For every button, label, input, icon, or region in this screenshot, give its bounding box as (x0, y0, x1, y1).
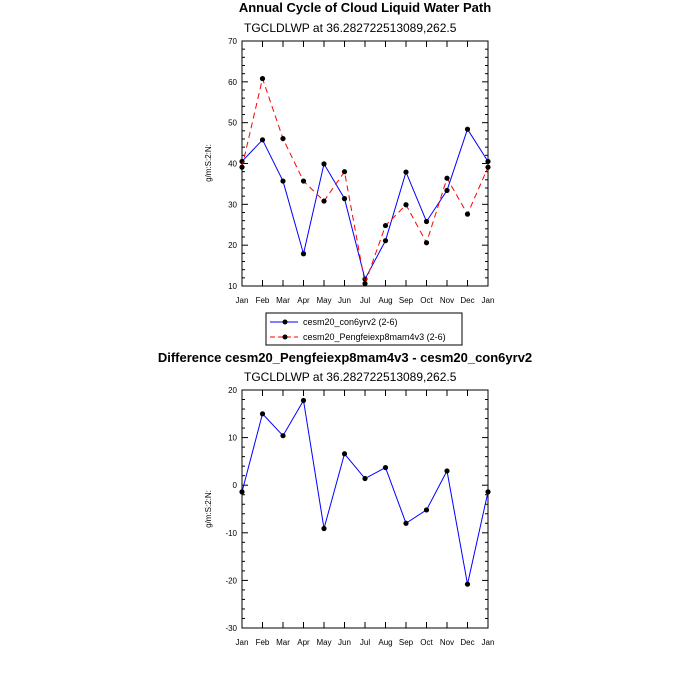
x-tick-label: Sep (398, 296, 414, 305)
y-tick-label: 10 (228, 282, 237, 291)
x-tick-label: Mar (276, 638, 290, 647)
y-tick-label: 60 (228, 77, 237, 87)
x-tick-label: Nov (439, 296, 455, 305)
x-tick-label: May (316, 296, 332, 305)
data-point (321, 161, 326, 166)
data-point (362, 281, 367, 286)
data-point (383, 465, 388, 470)
data-point (362, 476, 367, 481)
legend-marker-2 (283, 335, 288, 340)
series-line-2 (242, 79, 488, 284)
y-tick-label: 70 (228, 37, 237, 46)
x-tick-label: Jun (338, 638, 351, 647)
y-tick-label: -20 (225, 576, 237, 586)
data-point (342, 169, 347, 174)
data-point (321, 526, 326, 531)
data-point (485, 489, 490, 494)
chart-title: Difference cesm20_Pengfeiexp8mam4v3 - cesm20_con6yrv2 (157, 350, 533, 365)
x-tick-label: Apr (297, 296, 310, 305)
x-tick-label: May (316, 638, 332, 647)
data-point (444, 188, 449, 193)
data-point (465, 127, 470, 132)
plot-frame (242, 41, 488, 286)
x-tick-label: Dec (460, 638, 475, 647)
data-point (260, 76, 265, 81)
x-tick-label: Nov (439, 638, 455, 647)
data-point (403, 169, 408, 174)
series-line-1 (242, 400, 488, 584)
y-tick-label: 50 (228, 118, 237, 128)
data-point (239, 489, 244, 494)
plot-frame (242, 390, 488, 628)
x-tick-label: Jul (359, 296, 371, 305)
x-tick-label: Feb (255, 638, 270, 647)
plot-area (225, 386, 494, 647)
data-point (239, 165, 244, 170)
x-tick-label: Jan (481, 296, 495, 305)
x-tick-label: Oct (420, 638, 433, 647)
difference-chart (158, 350, 532, 647)
data-point (424, 240, 429, 245)
x-tick-label: Jan (235, 638, 249, 647)
y-tick-label: 40 (228, 159, 237, 169)
data-point (383, 238, 388, 243)
y-tick-label: -30 (225, 624, 237, 633)
x-tick-label: Jun (338, 296, 351, 305)
y-axis-label: g/m:S:2:N: (204, 144, 213, 182)
y-axis-label: g/m:S:2:N: (204, 490, 213, 528)
y-tick-label: 30 (228, 200, 237, 210)
legend-entry-2 (270, 332, 446, 342)
legend-marker-1 (283, 320, 288, 325)
x-tick-label: Dec (460, 296, 475, 305)
data-point (485, 165, 490, 170)
data-point (424, 507, 429, 512)
data-point (301, 251, 306, 256)
data-point (485, 159, 490, 164)
legend (266, 313, 462, 345)
chart-subtitle: TGCLDLWP at 36.282722513089,262.5 (244, 21, 457, 35)
y-tick-label: -10 (225, 528, 237, 538)
x-tick-label: Jan (235, 296, 249, 305)
data-point (260, 137, 265, 142)
x-tick-label: Aug (378, 638, 393, 647)
x-tick-label: Aug (378, 296, 393, 305)
y-tick-label: 0 (232, 481, 237, 491)
legend-label-2: cesm20_Pengfeiexp8mam4v3 (2-6) (303, 332, 446, 342)
data-point (301, 178, 306, 183)
data-point (280, 433, 285, 438)
plot-area (228, 37, 494, 305)
x-tick-label: Jan (481, 638, 495, 647)
legend-entry-1 (270, 317, 398, 327)
data-point (444, 468, 449, 473)
y-tick-label: 20 (228, 386, 237, 395)
data-point (342, 196, 347, 201)
data-point (321, 198, 326, 203)
data-point (383, 223, 388, 228)
data-point (260, 411, 265, 416)
data-point (403, 521, 408, 526)
x-tick-label: Oct (420, 296, 433, 305)
x-tick-label: Mar (276, 296, 290, 305)
annual-cycle-chart (204, 0, 494, 305)
data-point (465, 582, 470, 587)
x-tick-label: Apr (297, 638, 310, 647)
data-point (280, 178, 285, 183)
data-point (280, 136, 285, 141)
legend-label-1: cesm20_con6yrv2 (2-6) (303, 317, 398, 327)
x-tick-label: Sep (398, 638, 414, 647)
y-tick-label: 10 (228, 433, 237, 443)
data-point (424, 219, 429, 224)
data-point (444, 176, 449, 181)
chart-title: Annual Cycle of Cloud Liquid Water Path (238, 0, 492, 15)
x-tick-label: Jul (359, 638, 371, 647)
y-tick-label: 20 (228, 241, 237, 251)
data-point (301, 398, 306, 403)
data-point (403, 202, 408, 207)
data-point (342, 451, 347, 456)
series-line-1 (242, 129, 488, 279)
data-point (465, 212, 470, 217)
x-tick-label: Feb (255, 296, 270, 305)
chart-subtitle: TGCLDLWP at 36.282722513089,262.5 (244, 370, 457, 384)
